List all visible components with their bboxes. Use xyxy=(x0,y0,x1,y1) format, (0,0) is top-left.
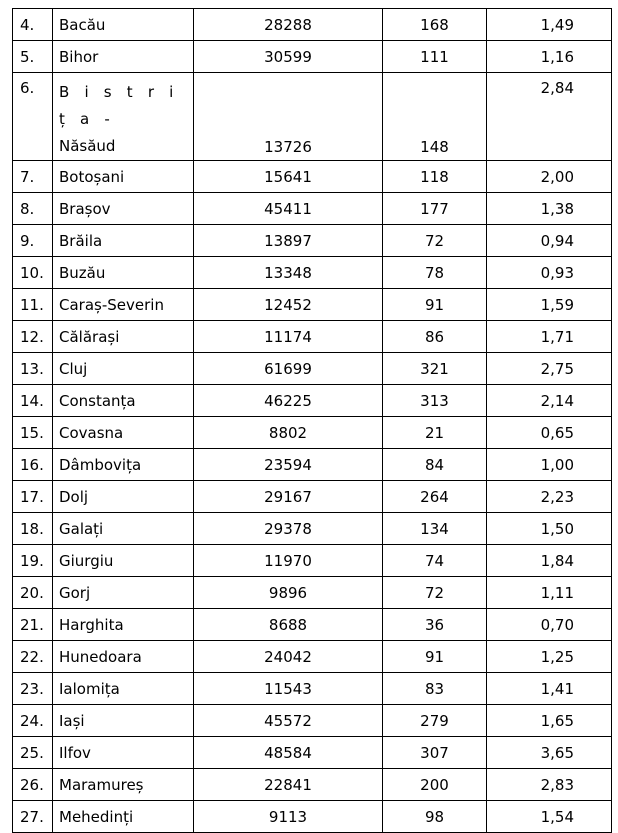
row-number: 21. xyxy=(13,609,53,641)
row-number: 20. xyxy=(13,577,53,609)
table-body xyxy=(13,9,612,833)
value-c: 0,94 xyxy=(487,225,612,257)
table-row xyxy=(13,513,612,545)
value-b: 91 xyxy=(383,641,487,673)
table-row xyxy=(13,609,612,641)
value-b: 83 xyxy=(383,673,487,705)
value-a: 13348 xyxy=(194,257,383,289)
value-b: 177 xyxy=(383,193,487,225)
row-number: 18. xyxy=(13,513,53,545)
table-row xyxy=(13,353,612,385)
table-row xyxy=(13,321,612,353)
value-c: 1,49 xyxy=(487,9,612,41)
value-b: 36 xyxy=(383,609,487,641)
county-name: Brăila xyxy=(53,225,194,257)
row-number: 27. xyxy=(13,801,53,833)
value-a: 12452 xyxy=(194,289,383,321)
value-a: 61699 xyxy=(194,353,383,385)
value-b: 321 xyxy=(383,353,487,385)
value-b: 200 xyxy=(383,769,487,801)
county-name xyxy=(53,73,194,161)
value-b: 118 xyxy=(383,161,487,193)
value-a: 22841 xyxy=(194,769,383,801)
row-number: 7. xyxy=(13,161,53,193)
county-name: Iași xyxy=(53,705,194,737)
value-b: 313 xyxy=(383,385,487,417)
value-b: 78 xyxy=(383,257,487,289)
value-b: 74 xyxy=(383,545,487,577)
value-c: 1,38 xyxy=(487,193,612,225)
table-row xyxy=(13,9,612,41)
county-name: Ilfov xyxy=(53,737,194,769)
table-row xyxy=(13,73,612,161)
value-b: 168 xyxy=(383,9,487,41)
value-c: 1,65 xyxy=(487,705,612,737)
row-number: 15. xyxy=(13,417,53,449)
table-row xyxy=(13,193,612,225)
value-c: 2,14 xyxy=(487,385,612,417)
county-name: Cluj xyxy=(53,353,194,385)
table-row xyxy=(13,41,612,73)
value-a: 29378 xyxy=(194,513,383,545)
value-b: 84 xyxy=(383,449,487,481)
table-row xyxy=(13,673,612,705)
county-name-line2: Năsăud xyxy=(59,137,116,155)
table-row xyxy=(13,769,612,801)
value-a: 48584 xyxy=(194,737,383,769)
table-row xyxy=(13,161,612,193)
value-a: 8688 xyxy=(194,609,383,641)
county-data-table xyxy=(12,8,612,833)
row-number: 26. xyxy=(13,769,53,801)
county-name: Brașov xyxy=(53,193,194,225)
county-name: Covasna xyxy=(53,417,194,449)
row-number: 6. xyxy=(13,73,53,161)
row-number: 16. xyxy=(13,449,53,481)
row-number: 10. xyxy=(13,257,53,289)
row-number: 14. xyxy=(13,385,53,417)
table-row xyxy=(13,481,612,513)
county-name: Mehedinți xyxy=(53,801,194,833)
value-a: 11970 xyxy=(194,545,383,577)
value-c: 1,59 xyxy=(487,289,612,321)
value-a: 15641 xyxy=(194,161,383,193)
table-row xyxy=(13,385,612,417)
row-number: 24. xyxy=(13,705,53,737)
row-number: 11. xyxy=(13,289,53,321)
county-name: Galați xyxy=(53,513,194,545)
value-a: 13726 xyxy=(194,73,383,161)
value-c: 1,54 xyxy=(487,801,612,833)
value-c: 3,65 xyxy=(487,737,612,769)
value-b: 72 xyxy=(383,577,487,609)
value-c: 2,75 xyxy=(487,353,612,385)
county-name: Hunedoara xyxy=(53,641,194,673)
table-row xyxy=(13,449,612,481)
value-b: 21 xyxy=(383,417,487,449)
value-c: 2,00 xyxy=(487,161,612,193)
value-a: 24042 xyxy=(194,641,383,673)
row-number: 9. xyxy=(13,225,53,257)
row-number: 19. xyxy=(13,545,53,577)
table-row xyxy=(13,641,612,673)
county-name: Gorj xyxy=(53,577,194,609)
table-row xyxy=(13,577,612,609)
value-b: 148 xyxy=(383,73,487,161)
value-b: 134 xyxy=(383,513,487,545)
value-c: 0,93 xyxy=(487,257,612,289)
value-a: 30599 xyxy=(194,41,383,73)
value-a: 13897 xyxy=(194,225,383,257)
row-number: 4. xyxy=(13,9,53,41)
value-a: 28288 xyxy=(194,9,383,41)
value-a: 11543 xyxy=(194,673,383,705)
table-row xyxy=(13,417,612,449)
value-c: 1,84 xyxy=(487,545,612,577)
value-a: 23594 xyxy=(194,449,383,481)
value-b: 264 xyxy=(383,481,487,513)
value-c: 1,00 xyxy=(487,449,612,481)
value-c: 2,23 xyxy=(487,481,612,513)
county-name: Buzău xyxy=(53,257,194,289)
table-row xyxy=(13,545,612,577)
row-number: 23. xyxy=(13,673,53,705)
county-name: Ialomița xyxy=(53,673,194,705)
row-number: 13. xyxy=(13,353,53,385)
row-number: 22. xyxy=(13,641,53,673)
row-number: 12. xyxy=(13,321,53,353)
county-name-line1: B i s t r i ț a - xyxy=(59,83,179,128)
county-name: Maramureș xyxy=(53,769,194,801)
value-a: 46225 xyxy=(194,385,383,417)
table-row xyxy=(13,225,612,257)
value-c: 1,41 xyxy=(487,673,612,705)
value-a: 45572 xyxy=(194,705,383,737)
value-c: 1,25 xyxy=(487,641,612,673)
table-row xyxy=(13,801,612,833)
value-b: 86 xyxy=(383,321,487,353)
county-name: Caraș-Severin xyxy=(53,289,194,321)
county-name: Călărași xyxy=(53,321,194,353)
table-row xyxy=(13,289,612,321)
value-b: 279 xyxy=(383,705,487,737)
value-c: 2,84 xyxy=(487,73,612,161)
value-a: 9896 xyxy=(194,577,383,609)
value-c: 2,83 xyxy=(487,769,612,801)
county-name: Constanța xyxy=(53,385,194,417)
table-row xyxy=(13,737,612,769)
table-row xyxy=(13,705,612,737)
table-row xyxy=(13,257,612,289)
row-number: 17. xyxy=(13,481,53,513)
county-name: Dolj xyxy=(53,481,194,513)
county-name: Giurgiu xyxy=(53,545,194,577)
row-number: 5. xyxy=(13,41,53,73)
value-c: 1,11 xyxy=(487,577,612,609)
value-a: 11174 xyxy=(194,321,383,353)
county-name: Bihor xyxy=(53,41,194,73)
value-b: 307 xyxy=(383,737,487,769)
value-c: 1,50 xyxy=(487,513,612,545)
value-c: 0,70 xyxy=(487,609,612,641)
value-c: 1,16 xyxy=(487,41,612,73)
county-name: Bacău xyxy=(53,9,194,41)
value-b: 72 xyxy=(383,225,487,257)
value-a: 9113 xyxy=(194,801,383,833)
value-a: 45411 xyxy=(194,193,383,225)
value-a: 29167 xyxy=(194,481,383,513)
county-name: Harghita xyxy=(53,609,194,641)
row-number: 8. xyxy=(13,193,53,225)
value-b: 91 xyxy=(383,289,487,321)
value-c: 0,65 xyxy=(487,417,612,449)
value-b: 111 xyxy=(383,41,487,73)
value-a: 8802 xyxy=(194,417,383,449)
county-name: Botoșani xyxy=(53,161,194,193)
value-b: 98 xyxy=(383,801,487,833)
value-c: 1,71 xyxy=(487,321,612,353)
county-name: Dâmbovița xyxy=(53,449,194,481)
row-number: 25. xyxy=(13,737,53,769)
